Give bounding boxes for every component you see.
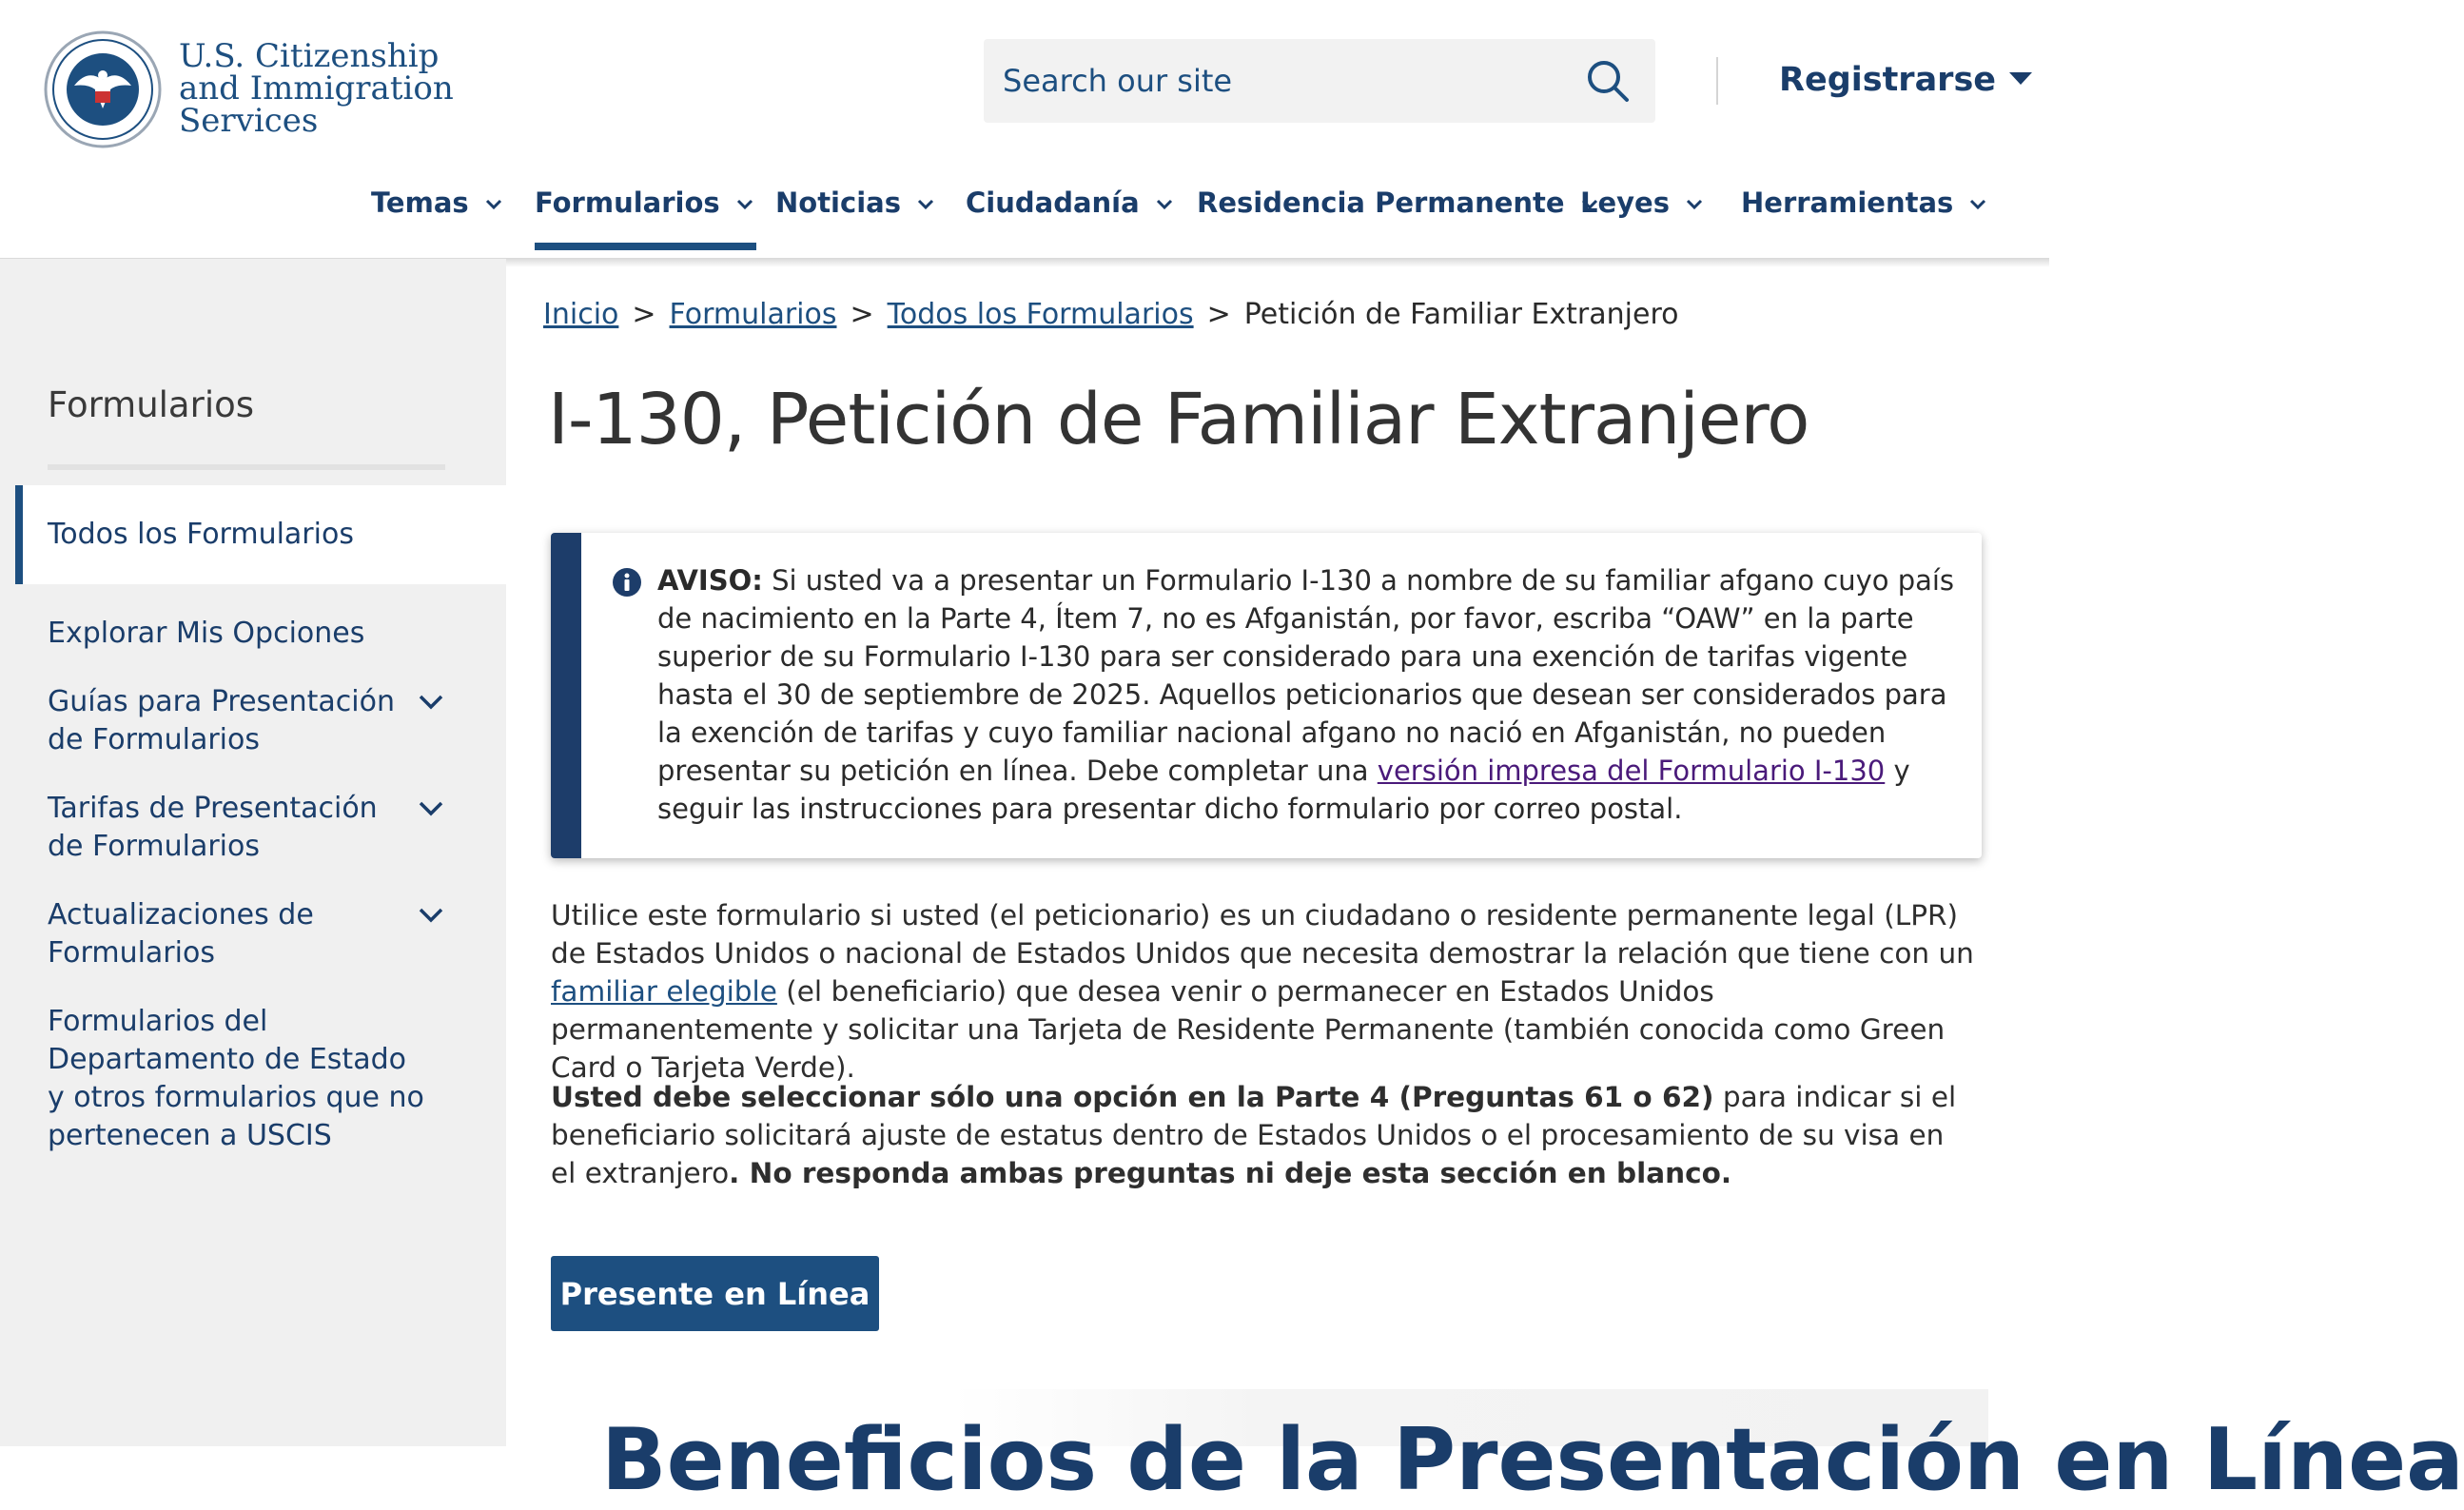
sidebar-title: Formularios bbox=[48, 384, 255, 425]
printed-form-link[interactable]: versión impresa del Formulario I-130 bbox=[1377, 755, 1886, 787]
file-online-button[interactable]: Presente en Línea bbox=[551, 1256, 879, 1331]
chevron-down-icon bbox=[914, 196, 937, 213]
info-icon bbox=[612, 567, 642, 598]
intro-paragraph bbox=[551, 896, 1978, 1087]
dhs-seal-logo[interactable] bbox=[44, 30, 162, 148]
nav-item-herramientas[interactable] bbox=[1741, 186, 1989, 251]
breadcrumb-link-formularios[interactable]: Formularios bbox=[669, 298, 837, 331]
alert-text-before: Si usted va a presentar un Formulario I-130 a nombre de su familiar afgano cuyo país de nacimiento en la Parte 4, Ítem 7, no es Afganistán, por favor, escriba “OAW” en la parte superior de su Formulario I-130 para ser considerado para una exención de tarifas vigente hasta el 30 de septiembre de 2025. Aquellos peticionarios que desean ser considerados para la exención de tarifas y cuyo familiar nacional afgano no nació en Afganistán, no pueden presentar su petición en línea. Debe completar una bbox=[657, 564, 1955, 787]
sidebar-item-actualizaciones[interactable]: Actualizaciones de Formularios bbox=[48, 898, 314, 970]
nav-label: Temas bbox=[371, 186, 469, 219]
intro-text-before: Utilice este formulario si usted (el peticionario) es un ciudadano o residente permanente legal (LPR) de Estados Unidos o nacional de Estados Unidos que necesita demostrar la relación que tiene con un bbox=[551, 899, 1974, 970]
chevron-down-icon bbox=[1683, 196, 1706, 213]
sidebar-item-departamento-de-estado[interactable]: Formularios del Departamento de Estado y otros formularios que no pertenecen a USCIS bbox=[48, 1005, 424, 1152]
intro-text-after: (el beneficiario) que desea venir o permanecer en Estados Unidos permanentemente y solicitar una Tarjeta de Residente Permanente (también conocida como Green Card o Tarjeta Verde). bbox=[551, 975, 1946, 1084]
sidebar-item-label: Todos los Formularios bbox=[48, 518, 354, 551]
nav-label: Formularios bbox=[535, 186, 720, 219]
nav-item-leyes[interactable] bbox=[1580, 186, 1706, 251]
site-header bbox=[0, 0, 2049, 259]
breadcrumb-current: Petición de Familiar Extranjero bbox=[1243, 298, 1679, 331]
breadcrumb-link-todos-los-formularios[interactable]: Todos los Formularios bbox=[887, 298, 1194, 331]
chevron-down-icon[interactable] bbox=[417, 693, 445, 712]
alert-accent-bar bbox=[551, 533, 581, 858]
sidebar-item-guias-presentacion[interactable]: Guías para Presentación de Formularios bbox=[48, 685, 395, 756]
agency-name-line3: Services bbox=[179, 102, 319, 140]
instruction-text: para indicar si el beneficiario solicitará ajuste de estatus dentro de Estados Unidos o el procesamiento de su visa en el extranjero bbox=[551, 1081, 1957, 1189]
active-indicator bbox=[15, 485, 23, 584]
nav-item-ciudadania[interactable] bbox=[966, 186, 1176, 251]
register-menu-button[interactable] bbox=[1779, 61, 2032, 99]
chevron-down-icon bbox=[1966, 196, 1989, 213]
nav-label: Leyes bbox=[1580, 186, 1670, 219]
breadcrumb-link-inicio[interactable]: Inicio bbox=[543, 298, 619, 331]
chevron-down-icon bbox=[1153, 196, 1176, 213]
instruction-paragraph bbox=[551, 1078, 1978, 1192]
nav-label: Herramientas bbox=[1741, 186, 1954, 219]
breadcrumb-separator: > bbox=[850, 298, 874, 331]
chevron-down-icon[interactable] bbox=[417, 799, 445, 818]
breadcrumb-separator: > bbox=[1206, 298, 1231, 331]
site-search bbox=[984, 39, 1655, 123]
register-label: Registrarse bbox=[1779, 61, 1997, 99]
search-button[interactable] bbox=[1585, 58, 1631, 104]
nav-item-noticias[interactable] bbox=[775, 186, 937, 251]
instruction-bold-2: . No responda ambas preguntas ni deje esta sección en blanco. bbox=[729, 1157, 1732, 1189]
alert-label: AVISO: bbox=[657, 564, 763, 597]
instruction-bold-1: Usted debe seleccionar sólo una opción en la Parte 4 (Preguntas 61 o 62) bbox=[551, 1081, 1714, 1113]
nav-item-residencia-permanente[interactable] bbox=[1197, 186, 1601, 251]
agency-name-line1: U.S. Citizenship bbox=[179, 37, 440, 75]
alert-text bbox=[657, 561, 1961, 828]
sidebar bbox=[0, 259, 506, 1446]
eligible-relative-link[interactable]: familiar elegible bbox=[551, 975, 777, 1008]
search-input[interactable] bbox=[984, 39, 1574, 123]
nav-label: Ciudadanía bbox=[966, 186, 1140, 219]
breadcrumb bbox=[543, 298, 1679, 331]
agency-name-line2: and Immigration bbox=[179, 69, 454, 108]
benefits-heading: Beneficios de la Presentación en Línea bbox=[601, 1410, 2464, 1510]
caret-down-icon bbox=[2009, 72, 2032, 85]
chevron-down-icon bbox=[733, 196, 756, 213]
breadcrumb-separator: > bbox=[632, 298, 656, 331]
chevron-down-icon[interactable] bbox=[417, 906, 445, 925]
alert-text-after: y seguir las instrucciones para presentar dicho formulario por correo postal. bbox=[657, 755, 1910, 825]
page-title: I-130, Petición de Familiar Extranjero bbox=[548, 379, 1809, 461]
sidebar-item-tarifas-presentacion[interactable]: Tarifas de Presentación de Formularios bbox=[48, 792, 378, 863]
sidebar-item-explorar-mis-opciones[interactable]: Explorar Mis Opciones bbox=[48, 617, 365, 650]
nav-label: Residencia Permanente bbox=[1197, 186, 1565, 219]
header-divider bbox=[1716, 57, 1718, 105]
chevron-down-icon bbox=[482, 196, 505, 213]
search-icon bbox=[1585, 58, 1631, 104]
nav-item-temas[interactable] bbox=[371, 186, 505, 251]
nav-item-formularios[interactable] bbox=[535, 186, 756, 251]
nav-label: Noticias bbox=[775, 186, 901, 219]
sidebar-divider bbox=[48, 464, 445, 470]
agency-name[interactable] bbox=[179, 37, 454, 140]
notice-alert bbox=[551, 533, 1982, 858]
sidebar-item-todos-los-formularios[interactable] bbox=[15, 485, 506, 584]
